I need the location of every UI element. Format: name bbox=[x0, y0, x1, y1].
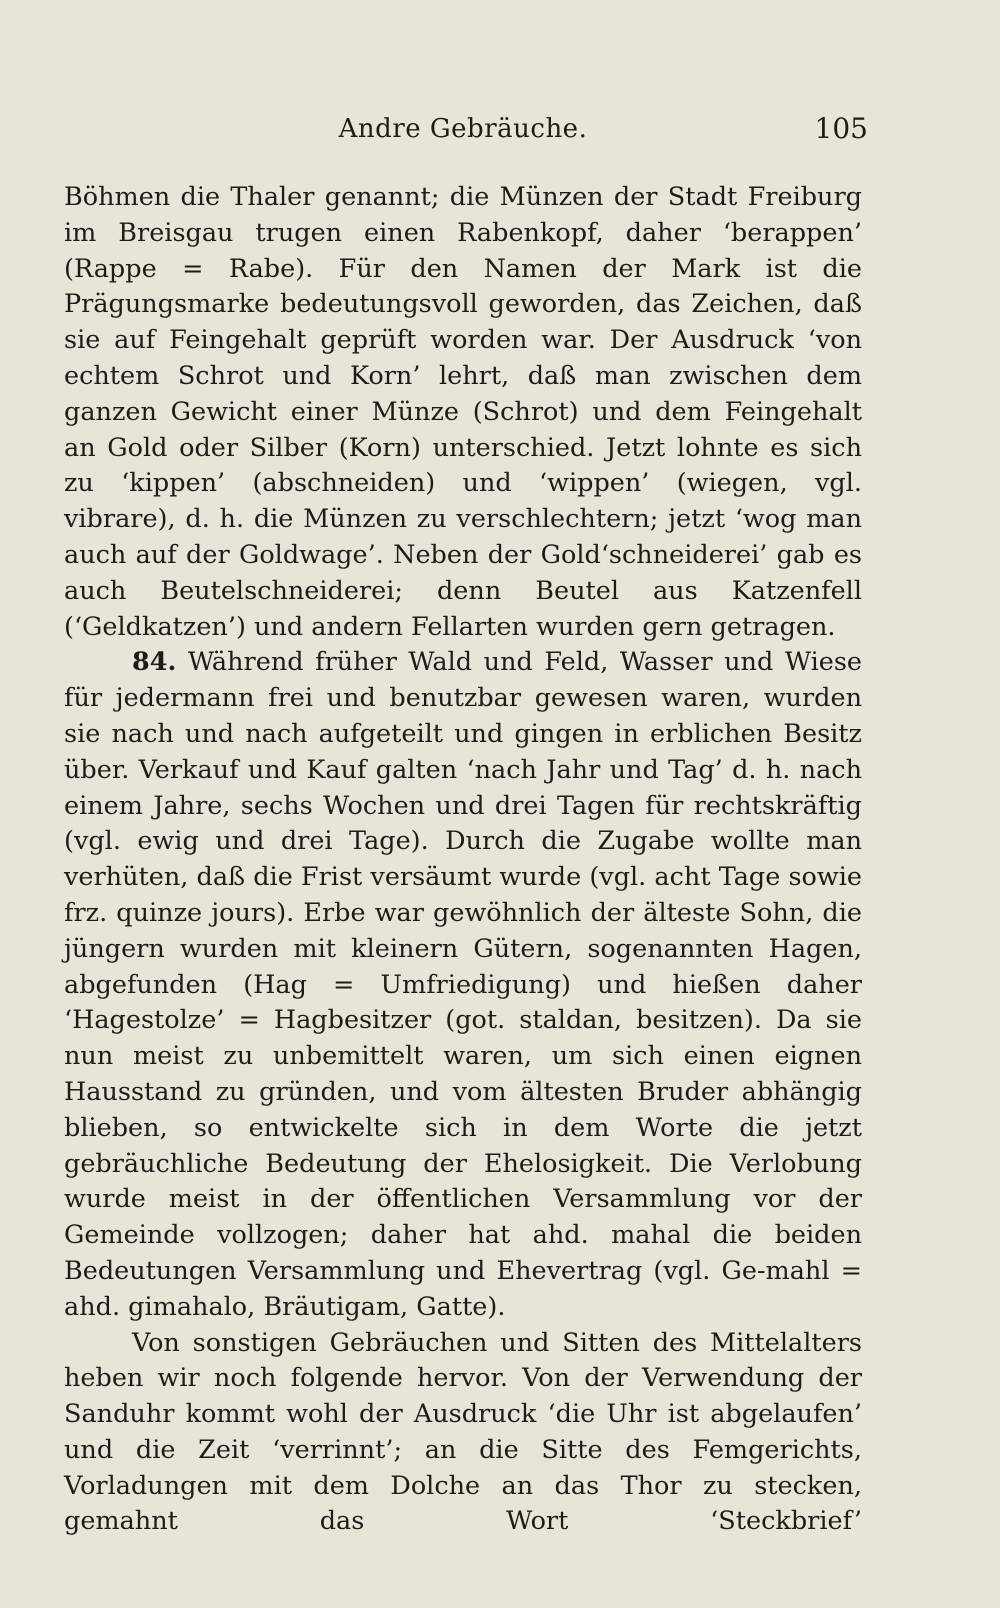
paragraph-text: Während früher Wald und Feld, Wasser und Wiese für jedermann frei und benutzbar gewesen waren, wurden sie nach und nach aufgeteilt und gingen in erblichen Besitz über. Verkauf und Kauf galten ‘nach Jahr und Tag’ d. h. nach einem Jahre, sechs Wochen und drei Tagen für rechtskräftig (vgl. ewig und drei Tage). Durch die Zugabe wollte man verhüten, daß die Frist versäumt wurde (vgl. acht Tage sowie frz. quinze jours). Erbe war gewöhnlich der älteste Sohn, die jüngern wurden mit kleinern Gütern, sogenannten Hagen, abgefunden (Hag = Umfriedigung) und hießen daher ‘Hagestolze’ = Hagbesitzer (got. staldan, besitzen). Da sie nun meist zu unbemittelt waren, um sich einen eignen Hausstand zu gründen, und vom ältesten Bruder abhängig blieben, so entwickelte sich in dem Worte die jetzt gebräuchliche Bedeutung der Ehelosigkeit. Die Verlobung wurde meist in der öffentlichen Versammlung vor der Gemeinde vollzogen; daher hat ahd. mahal die beiden Bedeutungen Versammlung und Ehevertrag (vgl. Ge-mahl = ahd. gimahalo, Bräutigam, Gatte). bbox=[64, 647, 863, 1322]
paragraph-customs bbox=[64, 1326, 862, 1541]
body-text bbox=[64, 180, 862, 1540]
paragraph-section-84 bbox=[64, 645, 862, 1325]
page-number: 105 bbox=[814, 112, 868, 145]
paragraph-text: Böhmen die Thaler genannt; die Münzen der Stadt Freiburg im Breisgau trugen einen Rabenkopf, daher ‘berappen’ (Rappe = Rabe). Für den Namen der Mark ist die Prägungsmarke bedeutungsvoll geworden, das Zeichen, daß sie auf Feingehalt geprüft worden war. Der Ausdruck ‘von echtem Schrot und Korn’ lehrt, daß man zwischen dem ganzen Gewicht einer Münze (Schrot) und dem Feingehalt an Gold oder Silber (Korn) unterschied. Jetzt lohnte es sich zu ‘kippen’ (abschneiden) und ‘wippen’ (wiegen, vgl. vibrare), d. h. die Münzen zu verschlechtern; jetzt ‘wog man auch auf der Goldwage’. Neben der Gold‘schneiderei’ gab es auch Beutelschneiderei; denn Beutel aus Katzenfell (‘Geldkatzen’) und andern Fellarten wurden gern getragen. bbox=[64, 182, 862, 642]
section-number: 84. bbox=[132, 647, 177, 678]
running-head bbox=[64, 106, 868, 154]
running-title: Andre Gebräuche. bbox=[338, 114, 588, 144]
paragraph-continued bbox=[64, 180, 862, 645]
paragraph-text: Von sonstigen Gebräuchen und Sitten des Mittelalters heben wir noch folgende hervor. Von der Verwendung der Sanduhr kommt wohl der Ausdruck ‘die Uhr ist abgelaufen’ und die Zeit ‘verrinnt’; an die Sitte des Femgerichts, Vorladungen mit dem Dolche an das Thor zu stecken, gemahnt das Wort ‘Steckbrief’ bbox=[64, 1327, 862, 1537]
